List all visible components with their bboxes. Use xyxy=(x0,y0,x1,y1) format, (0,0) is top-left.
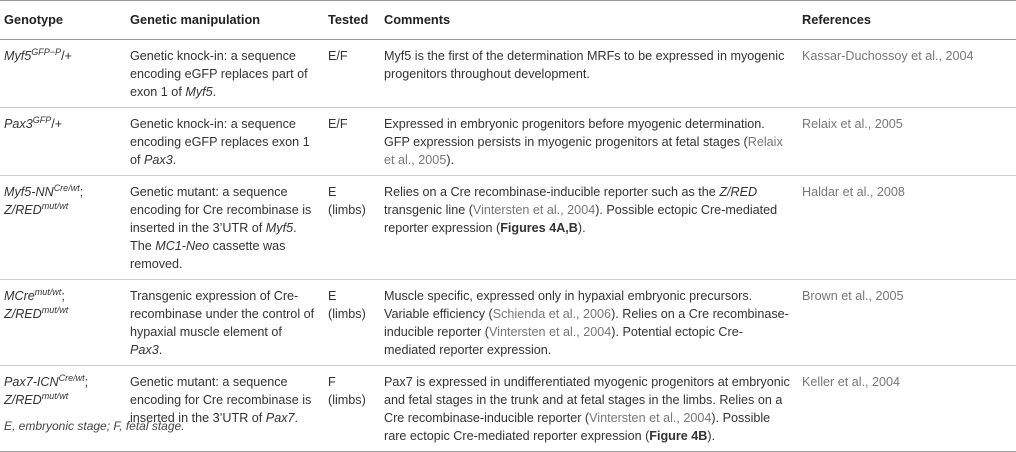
comment-text-3: ). Possible ectopic Cre-mediated reporter expression ( xyxy=(384,203,778,235)
header-manipulation: Genetic manipulation xyxy=(124,1,322,40)
figure-link[interactable]: Figure 4B xyxy=(649,429,708,443)
manipulation-text: Transgenic expression of Cre-recombinase under the control of hypaxial muscle element of xyxy=(130,289,315,339)
comment-end: ). xyxy=(446,153,455,167)
genotype-tail: ; xyxy=(84,375,89,389)
table-row xyxy=(0,40,1016,108)
genotype-reporter-superscript: mut/wt xyxy=(41,201,69,211)
manipulation-cell xyxy=(124,108,322,176)
manipulation-cell xyxy=(124,176,322,280)
header-comments: Comments xyxy=(378,1,796,40)
genotype-reporter-text: Z/RED xyxy=(4,393,42,407)
genotype-superscript: Cre/wt xyxy=(53,183,80,193)
genotype-reporter-text: Z/RED xyxy=(4,307,42,321)
genotype-cell xyxy=(0,280,124,366)
genotype-text: Pax3 xyxy=(4,117,33,131)
manipulation-end: . xyxy=(172,153,177,167)
genotype-cell xyxy=(0,40,124,108)
tested-cell: E/F xyxy=(322,40,378,108)
header-tested: Tested xyxy=(322,1,378,40)
comment-citation-link[interactable]: Schienda et al., 2006 xyxy=(492,307,612,321)
comment-end: ). Potential ectopic Cre-mediated reporter expression. xyxy=(384,325,743,357)
genotype-cell xyxy=(0,366,124,452)
comment-text: Expressed in embryonic progenitors before myogenic determination. GFP expression persists in myogenic progenitors at fetal stages ( xyxy=(384,117,765,149)
table-row xyxy=(0,108,1016,176)
genotype-superscript: GFP xyxy=(32,115,52,125)
manipulation-mid: . The xyxy=(130,221,297,253)
genotype-text: MCre xyxy=(4,289,35,303)
tested-cell: F (limbs) xyxy=(322,366,378,452)
genotype-tail: /+ xyxy=(61,49,72,63)
manipulation-cell xyxy=(124,40,322,108)
genotype-reporter-superscript: mut/wt xyxy=(41,305,69,315)
manipulation-text: Genetic knock-in: a sequence encoding eGFP replaces exon 1 of xyxy=(130,117,310,167)
comment-citation-link[interactable]: Relaix et al., 2005 xyxy=(384,135,783,167)
comment-cell xyxy=(378,366,796,452)
comment-italic: Z/RED xyxy=(719,185,758,199)
genotype-cell xyxy=(0,176,124,280)
reference-cell[interactable]: Keller et al., 2004 xyxy=(796,366,1016,452)
genotype-text: Myf5 xyxy=(4,49,32,63)
comment-citation-link[interactable]: Vintersten et al., 2004 xyxy=(589,411,712,425)
comment-cell xyxy=(378,108,796,176)
manipulation-gene: Pax7 xyxy=(265,411,295,425)
reference-cell[interactable]: Relaix et al., 2005 xyxy=(796,108,1016,176)
table-header-row xyxy=(0,1,1016,40)
reference-cell[interactable]: Kassar-Duchossoy et al., 2004 xyxy=(796,40,1016,108)
tested-cell: E (limbs) xyxy=(322,176,378,280)
comment-cell xyxy=(378,280,796,366)
table-row xyxy=(0,280,1016,366)
comment-end: ). xyxy=(707,429,716,443)
genotype-reporter-superscript: mut/wt xyxy=(41,391,69,401)
genotype-superscript: GFP−P xyxy=(31,47,62,57)
genotype-tail: /+ xyxy=(51,117,63,131)
manipulation-gene: Pax3 xyxy=(144,153,173,167)
manipulation-end: . xyxy=(158,343,163,357)
manipulation-end: . xyxy=(294,411,299,425)
manipulation-text: Genetic mutant: a sequence encoding for Cre recombinase is inserted in the 3’UTR of xyxy=(130,185,312,235)
comment-text: Relies on a Cre recombinase-inducible reporter such as the xyxy=(384,185,720,199)
manipulation-cell xyxy=(124,366,322,452)
reference-cell[interactable]: Brown et al., 2005 xyxy=(796,280,1016,366)
comment-cell xyxy=(378,40,796,108)
genotype-reporter-text: Z/RED xyxy=(4,203,42,217)
header-genotype: Genotype xyxy=(0,1,124,40)
tested-cell: E/F xyxy=(322,108,378,176)
genotype-superscript: mut/wt xyxy=(34,287,62,297)
manipulation-cassette: MC1-Neo xyxy=(155,239,210,253)
reference-cell[interactable]: Haldar et al., 2008 xyxy=(796,176,1016,280)
table-row xyxy=(0,176,1016,280)
tested-cell: E (limbs) xyxy=(322,280,378,366)
manipulation-text: Genetic knock-in: a sequence encoding eGFP replaces part of exon 1 of xyxy=(130,49,308,99)
comment-text-2: transgenic line ( xyxy=(384,203,473,217)
manipulation-end: . xyxy=(212,85,217,99)
table-row xyxy=(0,366,1016,452)
comment-text-2: ). Relies on a Cre recombinase-inducible reporter ( xyxy=(384,307,789,339)
comment-citation-link[interactable]: Vintersten et al., 2004 xyxy=(472,203,596,217)
manipulation-text: Genetic mutant: a sequence encoding for Cre recombinase is inserted in the 3’UTR of xyxy=(130,375,312,425)
comment-text: Myf5 is the first of the determination MRFs to be expressed in myogenic progenitors throughout development. xyxy=(384,49,785,81)
genotype-superscript: Cre/wt xyxy=(58,373,85,383)
comment-text-2: ). Possible rare ectopic Cre-mediated reporter expression ( xyxy=(384,411,771,443)
comment-text: Muscle specific, expressed only in hypaxial embryonic precursors. Variable efficiency ( xyxy=(384,289,753,321)
figure-link[interactable]: Figures 4A,B xyxy=(500,221,578,235)
comment-cell xyxy=(378,176,796,280)
genotype-tail: ; xyxy=(61,289,65,303)
comment-text: Pax7 is expressed in undifferentiated myogenic progenitors at embryonic and fetal stages in the trunk and at fetal stages in the limbs. Relies on a Cre recombinase-inducible reporter ( xyxy=(384,375,790,425)
manipulation-gene: Myf5 xyxy=(185,85,213,99)
comment-end: ). xyxy=(577,221,586,235)
comment-citation-link-2[interactable]: Vintersten et al., 2004 xyxy=(489,325,612,339)
genotype-text: Myf5-NN xyxy=(4,185,54,199)
table-footnote: E, embryonic stage; F, fetal stage. xyxy=(4,419,185,433)
genotype-tail: ; xyxy=(79,185,84,199)
header-references: References xyxy=(796,1,1016,40)
manipulation-cell xyxy=(124,280,322,366)
manipulation-gene: Myf5 xyxy=(265,221,294,235)
manipulation-end: cassette was removed. xyxy=(130,239,286,271)
manipulation-gene: Pax3 xyxy=(130,343,159,357)
genotype-text: Pax7-ICN xyxy=(4,375,59,389)
genotype-cell xyxy=(0,108,124,176)
